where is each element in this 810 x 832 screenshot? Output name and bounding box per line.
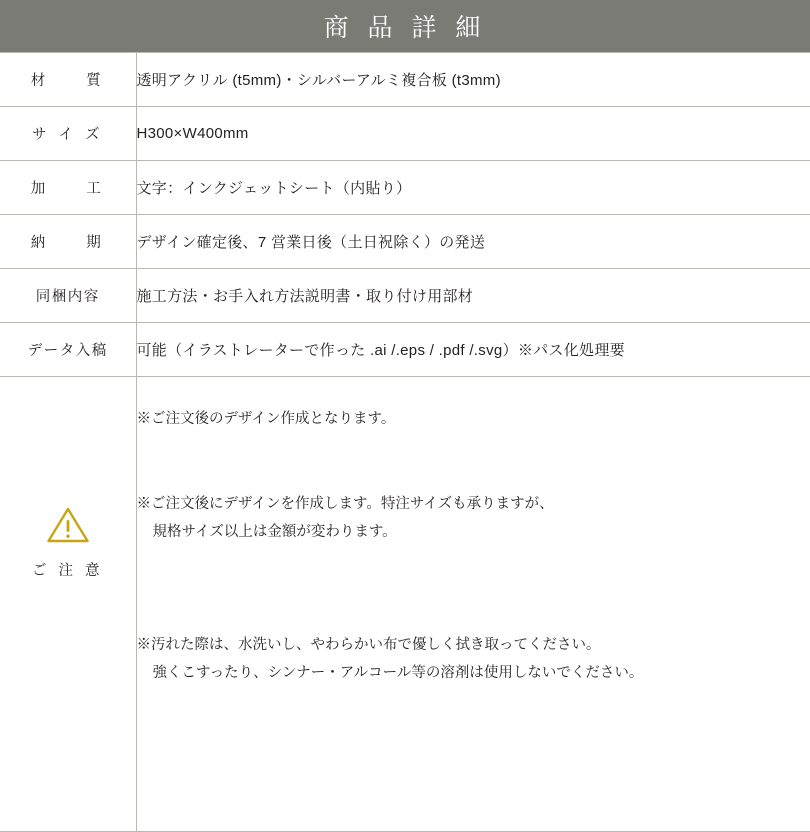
spec-value-data-submission: 可能（イラストレーターで作った .ai /.eps / .pdf /.svg）※パス化処理要 — [136, 323, 810, 377]
note-paragraph — [137, 462, 810, 575]
spec-value-package-contents: 施工方法・お手入れ方法説明書・取り付け用部材 — [136, 269, 810, 323]
notes-label-cell — [0, 377, 136, 832]
spec-label-delivery: 納 期 — [0, 215, 136, 269]
page-title: 商 品 詳 細 — [0, 0, 810, 52]
note-paragraph-sub: 規格サイズ以上は金額が変わります。 — [137, 518, 810, 546]
notes-body-cell — [136, 377, 810, 832]
spec-value-processing: 文字：インクジェットシート（内貼り） — [136, 161, 810, 215]
spec-value-material: 透明アクリル (t5mm)・シルバーアルミ複合板 (t3mm) — [136, 53, 810, 107]
spec-label-processing: 加 工 — [0, 161, 136, 215]
warning-triangle-icon — [47, 507, 89, 543]
spec-label-package-contents: 同梱内容 — [0, 269, 136, 323]
spec-label-material: 材 質 — [0, 53, 136, 107]
spec-label-size: サ イ ズ — [0, 107, 136, 161]
note-paragraph-main: ※ご注文後にデザインを作成します。特注サイズも承りますが、 — [137, 496, 554, 512]
spec-value-size: H300×W400mm — [136, 107, 810, 161]
spec-label-data-submission: データ入稿 — [0, 323, 136, 377]
table-row — [0, 323, 810, 377]
table-row — [0, 107, 810, 161]
note-paragraph-main: ※汚れた際は、水洗いし、やわらかい布で優しく拭き取ってください。 — [137, 637, 601, 653]
note-paragraph — [137, 377, 810, 434]
table-row — [0, 161, 810, 215]
table-row — [0, 269, 810, 323]
spec-value-delivery: デザイン確定後、7 営業日後（土日祝除く）の発送 — [136, 215, 810, 269]
note-paragraph-main: ※ご注文後のデザイン作成となります。 — [137, 411, 396, 427]
notes-label: ご 注 意 — [32, 563, 104, 579]
spec-table — [0, 52, 810, 832]
table-row — [0, 215, 810, 269]
table-row-notes — [0, 377, 810, 832]
note-paragraph — [137, 603, 810, 716]
note-paragraph-sub: 強くこすったり、シンナー・アルコール等の溶剤は使用しないでください。 — [137, 659, 810, 687]
table-row — [0, 53, 810, 107]
